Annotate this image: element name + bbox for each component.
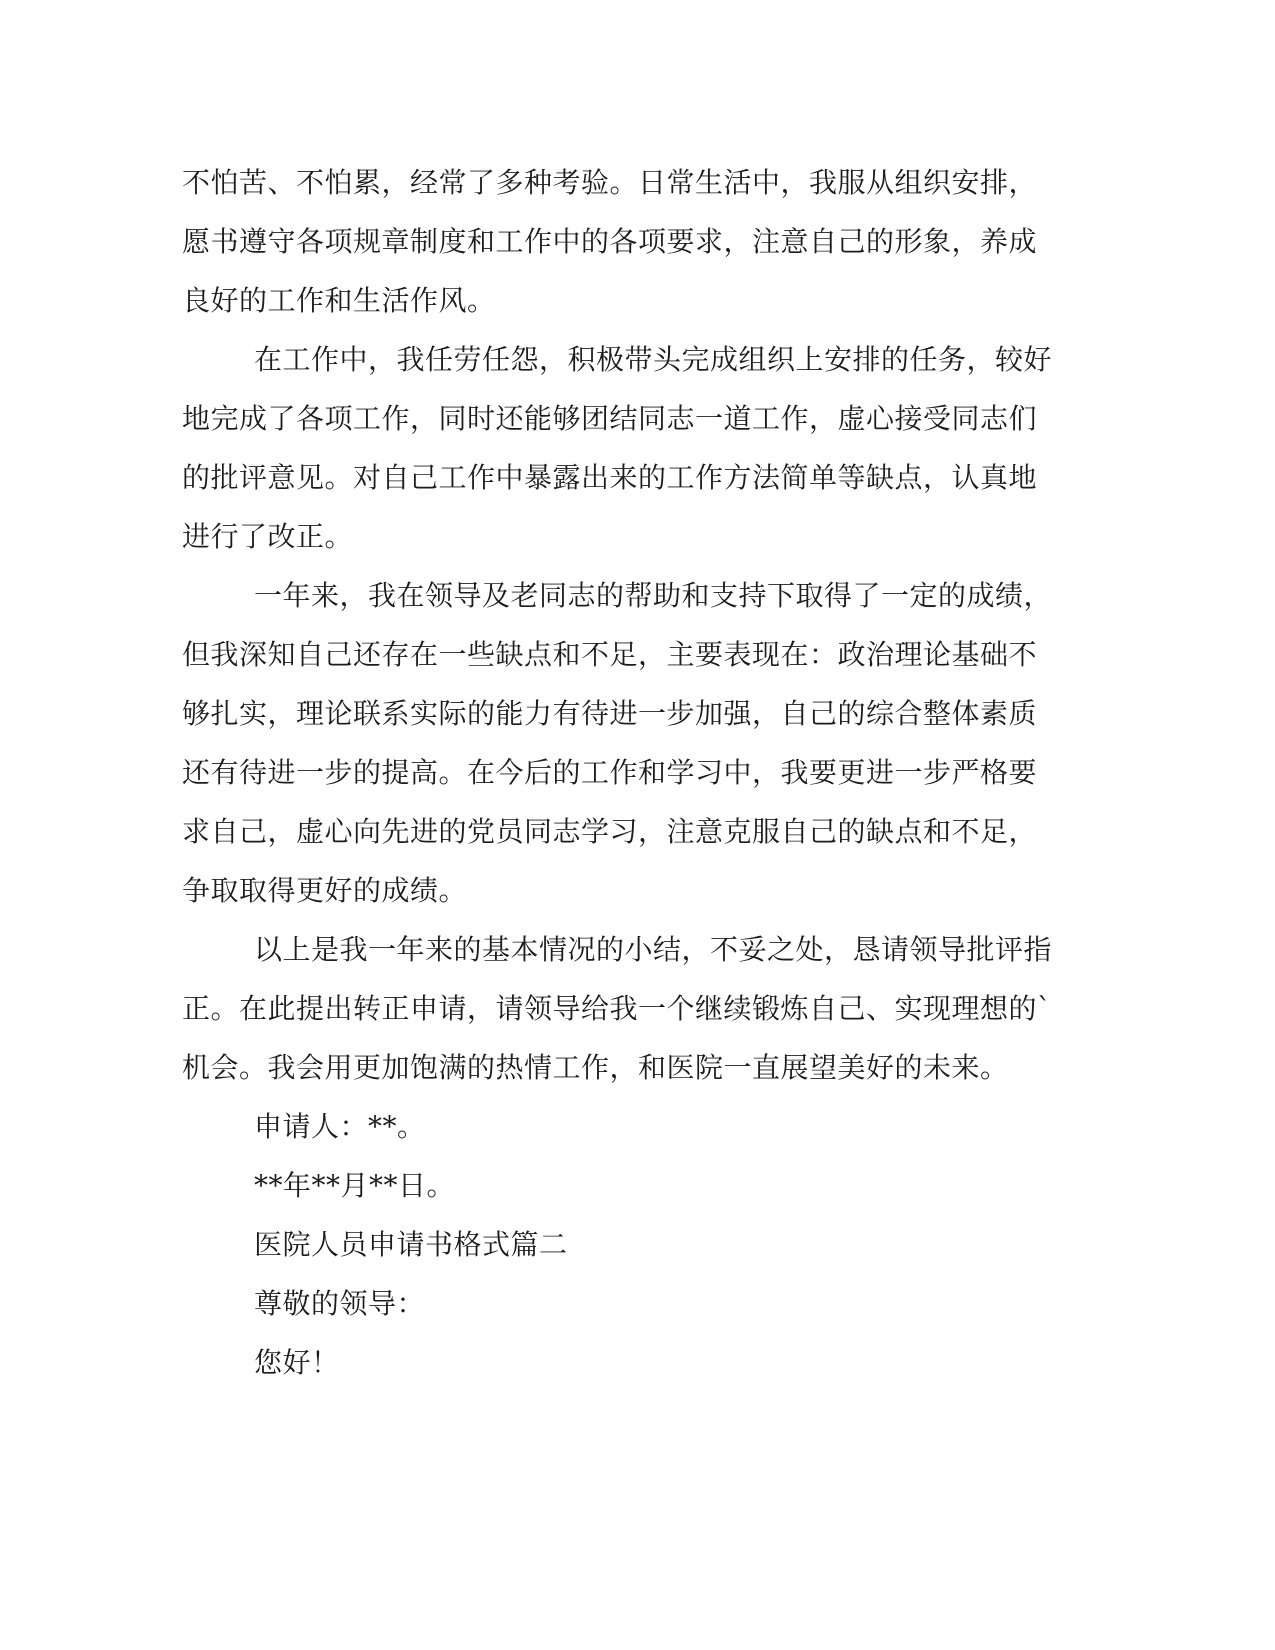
paragraph bbox=[182, 925, 1053, 1102]
text-line: 良好的工作和生活作风。 bbox=[182, 284, 496, 317]
applicant-line bbox=[182, 1102, 1032, 1161]
text-line: 地完成了各项工作，同时还能够团结同志一道工作，虚心接受同志们 bbox=[182, 402, 1038, 435]
text-line: 求自己，虚心向先进的党员同志学习，注意克服自己的缺点和不足， bbox=[182, 815, 1038, 848]
text-line: 您好！ bbox=[254, 1346, 340, 1379]
text-line: 争取取得更好的成绩。 bbox=[182, 874, 468, 907]
greeting bbox=[182, 1338, 1032, 1397]
text-line: 够扎实，理论联系实际的能力有待进一步加强，自己的综合整体素质 bbox=[182, 697, 1038, 730]
paragraph bbox=[182, 571, 1053, 925]
text-line: **年**月**日。 bbox=[254, 1169, 456, 1202]
section-heading bbox=[182, 1220, 1032, 1279]
text-line: 机会。我会用更加饱满的热情工作，和医院一直展望美好的未来。 bbox=[182, 1051, 1009, 1084]
text-line: 愿书遵守各项规章制度和工作中的各项要求，注意自己的形象，养成 bbox=[182, 225, 1038, 258]
text-line: 医院人员申请书格式篇二 bbox=[254, 1228, 568, 1261]
text-line: 但我深知自己还存在一些缺点和不足，主要表现在：政治理论基础不 bbox=[182, 638, 1038, 671]
paragraph bbox=[182, 335, 1053, 571]
document-body bbox=[182, 158, 1053, 1397]
text-line: 进行了改正。 bbox=[182, 520, 354, 553]
text-line: 尊敬的领导： bbox=[254, 1287, 426, 1320]
text-line: 还有待进一步的提高。在今后的工作和学习中，我要更进一步严格要 bbox=[182, 756, 1038, 789]
text-line: 正。在此提出转正申请，请领导给我一个继续锻炼自己、实现理想的` bbox=[182, 992, 1052, 1025]
text-line: 在工作中，我任劳任怨，积极带头完成组织上安排的任务，较好 bbox=[254, 343, 1053, 376]
date-line bbox=[182, 1161, 1032, 1220]
text-line: 以上是我一年来的基本情况的小结，不妥之处，恳请领导批评指 bbox=[254, 933, 1053, 966]
text-line: 的批评意见。对自己工作中暴露出来的工作方法简单等缺点，认真地 bbox=[182, 461, 1038, 494]
text-line: 一年来，我在领导及老同志的帮助和支持下取得了一定的成绩， bbox=[254, 579, 1053, 612]
paragraph bbox=[182, 158, 1038, 335]
text-line: 申请人：**。 bbox=[254, 1110, 426, 1143]
text-line: 不怕苦、不怕累，经常了多种考验。日常生活中，我服从组织安排， bbox=[182, 166, 1038, 199]
salutation bbox=[182, 1279, 1032, 1338]
